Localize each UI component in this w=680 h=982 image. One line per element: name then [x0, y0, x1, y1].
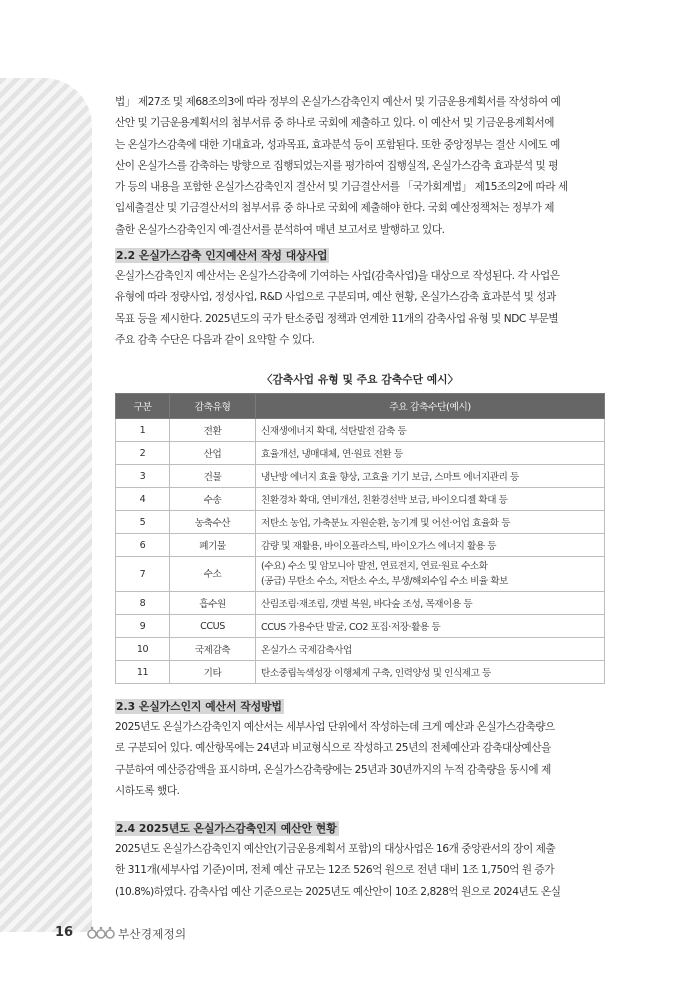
- publication-logo-icon: [87, 926, 115, 940]
- table-row: 3 건물 냉난방 에너지 효율 향상, 고효율 기기 보급, 스마트 에너지관리 등: [116, 465, 605, 488]
- text-line: 산안 및 기금운용계획서의 첨부서류 중 하나로 국회에 제출하고 있다. 이 예산서 및 기금운용계획서에: [115, 117, 555, 130]
- intro-paragraph: [115, 92, 605, 241]
- reduction-type-table: [115, 393, 605, 684]
- publication-name: 부산경제정의: [118, 927, 187, 941]
- text-line: 2025년도 온실가스감축인지 예산서는 세부사업 단위에서 작성하는데 크게 예산과 온실가스감축량으: [115, 721, 555, 733]
- text-line: 법」 제27조 및 제68조의3에 따라 정부의 온실가스감축인지 예산서 및 기금운용계획서를 작성하여 예: [115, 96, 561, 108]
- page-number: 16: [55, 925, 74, 940]
- text-line: 온실가스감축인지 예산서는 온실가스감축에 기여하는 사업(감축사업)을 대상으로 작성된다. 각 사업은: [115, 270, 560, 282]
- table-row: 9 CCUS CCUS 가용수단 발굴, CO2 포집·저장·활용 등: [116, 615, 605, 638]
- text-line: 한 311개(세부사업 기준)이며, 전체 예산 규모는 12조 526억 원으로 전년 대비 1조 1,750억 원 증가: [115, 864, 555, 877]
- text-line: 가 등의 내용을 포함한 온실가스감축인지 결산서 및 기금결산서를 「국가회계법」 제15조의2에 따라 세: [115, 181, 568, 194]
- table-row: 10 국제감축 온실가스 국제감축사업: [116, 638, 605, 661]
- header-division: 구분: [116, 394, 170, 419]
- section-2-4: [115, 819, 605, 903]
- table-caption: 〈감축사업 유형 및 주요 감축수단 예시〉: [261, 373, 459, 386]
- table-row: 6 폐기물 감량 및 재활용, 바이오플라스틱, 바이오가스 에너지 활용 등: [116, 534, 605, 557]
- text-line: 유형에 따라 정량사업, 정성사업, R&D 사업으로 구분되며, 예산 현황, 온실가스감축 효과분석 및 성과: [115, 291, 556, 304]
- text-line: 구분하여 예산증감액을 표시하며, 온실가스감축량에는 25년과 30년까지의 누적 감축량을 동시에 제: [115, 763, 551, 776]
- means-line: (수요) 수소 및 암모니아 발전, 연료전지, 연료·원료 수소화: [261, 561, 488, 572]
- text-line: 2025년도 온실가스감축인지 예산안(기금운용계획서 포함)의 대상사업은 16개 중앙관서의 장이 제출: [115, 843, 556, 855]
- section-heading: 2.4 2025년도 온실가스감축인지 예산안 현황: [116, 822, 337, 835]
- table-row: 4 수송 친환경차 확대, 연비개선, 친환경선박 보급, 바이오디젤 확대 등: [116, 488, 605, 511]
- table-row: 8 흡수원 산림조림·재조림, 갯벌 복원, 바다숲 조성, 목재이용 등: [116, 592, 605, 615]
- text-line: 로 구분되어 있다. 예산항목에는 24년과 비교형식으로 작성하고 25년의 전체예산과 감축대상예산을: [115, 742, 551, 755]
- text-line: 시하도록 했다.: [115, 784, 180, 797]
- text-line: 출한 온실가스감축인지 예·결산서를 분석하여 매년 보고서로 발행하고 있다.: [115, 223, 445, 236]
- text-line: 목표 등을 제시한다. 2025년도의 국가 탄소중립 정책과 연계한 11개의 감축사업 유형 및 NDC 부문별: [115, 312, 559, 325]
- table-row: 5 농축수산 저탄소 농업, 가축분뇨 자원순환, 농기계 및 어선·어업 효율화 등: [116, 511, 605, 534]
- section-heading: 2.3 온실가스인지 예산서 작성방법: [116, 700, 282, 713]
- table-header-row: [116, 394, 605, 419]
- table-row: 1 전환 신재생에너지 확대, 석탄발전 감축 등: [116, 419, 605, 442]
- text-line: 는 온실가스감축에 대한 기대효과, 성과목표, 효과분석 등이 포함된다. 또한 중앙정부는 결산 시에도 예: [115, 138, 560, 151]
- means-line: (공급) 무탄소 수소, 저탄소 수소, 부생/해외수입 수소 비율 확보: [261, 576, 508, 587]
- header-main-means: 주요 감축수단(예시): [256, 394, 605, 419]
- text-line: 산이 온실가스를 감축하는 방향으로 집행되었는지를 평가하여 집행실적, 온실가스감축 효과분석 및 평: [115, 159, 558, 172]
- table-row: 2 산업 효율개선, 냉매대체, 연·원료 전환 등: [116, 442, 605, 465]
- section-heading: 2.2 온실가스감축 인지예산서 작성 대상사업: [116, 249, 328, 262]
- section-2-2: [115, 246, 605, 351]
- table-row: 11 기타 탄소중립녹색성장 이행체계 구축, 인력양성 및 인식제고 등: [116, 661, 605, 684]
- text-line: 입세출결산 및 기금결산서의 첨부서류 중 하나로 국회에 제출해야 한다. 국회 예산정책처는 정부가 제: [115, 202, 555, 215]
- decorative-stripe: [0, 78, 92, 932]
- text-line: (10.8%)하였다. 감축사업 예산 기준으로는 2025년도 예산안이 10조 2,828억 원으로 2024년도 온실: [115, 885, 561, 898]
- section-2-3: [115, 697, 605, 802]
- text-line: 주요 감축 수단은 다음과 같이 요약할 수 있다.: [115, 333, 315, 346]
- header-reduction-type: 감축유형: [170, 394, 256, 419]
- table-row: 7 수소 (수요) 수소 및 암모니아 발전, 연료전지, 연료·원료 수소화 (공급) 무탄소 수소, 저탄소 수소, 부생/해외수입 수소 비율 확보: [116, 557, 605, 592]
